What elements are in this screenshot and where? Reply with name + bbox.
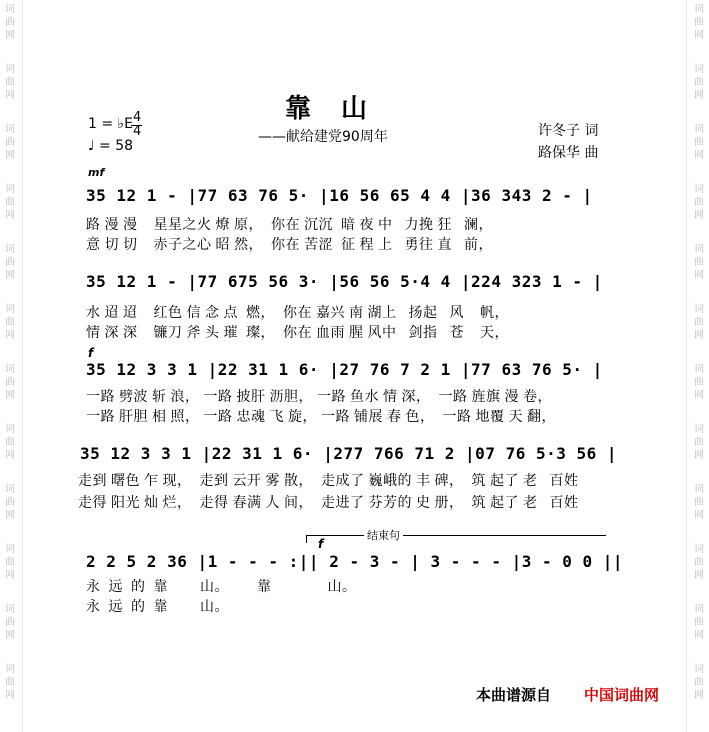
song-title: 靠 山 <box>285 94 370 124</box>
tempo-marking: ♩ = 58 <box>88 138 134 154</box>
system-2-notes: 35 12 1 - |77 675 56 3· |56 56 5·4 4 |224 323 1 - | <box>86 272 603 291</box>
watermark-char: 曲 <box>694 257 704 268</box>
ending-bracket-line <box>306 535 606 536</box>
watermark-char: 词 <box>694 124 704 135</box>
watermark-char: 网 <box>5 210 15 221</box>
watermark-char: 曲 <box>5 677 15 688</box>
system-4-lyric-verse-1: 走到 曙色 乍 现， 走到 云开 雾 散， 走成了 巍峨的 丰 碑， 筑 起了 老 百姓 <box>78 474 579 489</box>
dynamic-mf: mf <box>88 166 105 179</box>
song-subtitle: ——献给建党90周年 <box>258 129 388 145</box>
watermark-char: 曲 <box>5 617 15 628</box>
system-4-lyric-verse-2: 走得 阳光 灿 烂， 走得 春满 人 间， 走进了 芬芳的 史 册， 筑 起了 老 百姓 <box>78 496 579 511</box>
watermark-char: 词 <box>5 64 15 75</box>
watermark-char: 曲 <box>694 197 704 208</box>
watermark-char: 网 <box>5 30 15 41</box>
watermark-char: 词 <box>694 484 704 495</box>
watermark-char: 网 <box>694 510 704 521</box>
watermark-char: 网 <box>694 30 704 41</box>
watermark-char: 曲 <box>694 317 704 328</box>
watermark-char: 网 <box>694 690 704 701</box>
watermark-char: 词 <box>694 604 704 615</box>
system-3-lyric-verse-1: 一路 劈波 斩 浪， 一路 披肝 沥胆， 一路 鱼水 情 深， 一路 旌旗 漫 卷， <box>86 390 552 405</box>
system-4-notes: 35 12 3 3 1 |22 31 1 6· |277 766 71 2 |07 76 5·3 56 | <box>80 444 618 463</box>
page-edge-right <box>686 0 687 732</box>
system-5-notes: 2 2 5 2 36 |1 - - - :|| 2 - 3 - | 3 - - - |3 - 0 0 || <box>86 552 624 571</box>
watermark-char: 网 <box>694 150 704 161</box>
watermark-char: 网 <box>694 450 704 461</box>
system-2-lyric-verse-1: 水 迢 迢 红色 信 念 点 燃， 你在 嘉兴 南 湖上 扬起 风 帆， <box>86 306 509 321</box>
watermark-char: 曲 <box>5 437 15 448</box>
watermark-char: 曲 <box>694 677 704 688</box>
watermark-char: 词 <box>694 364 704 375</box>
system-1-notes: 35 12 1 - |77 63 76 5· |16 56 65 4 4 |36 343 2 - | <box>86 186 593 205</box>
system-1-lyric-verse-2: 意 切 切 赤子之心 昭 然， 你在 苦涩 征 程 上 勇往 直 前， <box>86 238 493 253</box>
watermark-char: 词 <box>5 664 15 675</box>
watermark-char: 曲 <box>5 137 15 148</box>
watermark-char: 曲 <box>5 77 15 88</box>
watermark-char: 网 <box>694 570 704 581</box>
watermark-char: 曲 <box>5 497 15 508</box>
watermark-char: 曲 <box>694 617 704 628</box>
watermark-char: 曲 <box>5 377 15 388</box>
ending-label: 结束句 <box>364 527 403 543</box>
watermark-char: 词 <box>694 424 704 435</box>
dynamic-forte-1: f <box>88 346 94 360</box>
watermark-char: 词 <box>5 4 15 15</box>
system-1-lyric-verse-1: 路 漫 漫 星星之火 燎 原， 你在 沉沉 暗 夜 中 力挽 狂 澜， <box>86 218 493 233</box>
watermark-char: 网 <box>5 630 15 641</box>
watermark-char: 词 <box>694 304 704 315</box>
watermark-char: 词 <box>5 124 15 135</box>
watermark-char: 词 <box>5 364 15 375</box>
watermark-char: 词 <box>694 544 704 555</box>
composer-credit: 路保华 曲 <box>538 145 599 161</box>
watermark-char: 网 <box>694 270 704 281</box>
watermark-char: 词 <box>5 184 15 195</box>
watermark-char: 词 <box>694 664 704 675</box>
page-edge-left <box>22 0 23 732</box>
watermark-char: 网 <box>694 630 704 641</box>
watermark-char: 曲 <box>694 137 704 148</box>
watermark-char: 曲 <box>5 257 15 268</box>
watermark-char: 网 <box>5 330 15 341</box>
watermark-char: 网 <box>5 90 15 101</box>
watermark-char: 词 <box>694 4 704 15</box>
watermark-char: 曲 <box>5 557 15 568</box>
watermark-char: 曲 <box>5 317 15 328</box>
watermark-char: 词 <box>694 184 704 195</box>
dynamic-forte-2: f <box>318 537 324 551</box>
system-3-notes: 35 12 3 3 1 |22 31 1 6· |27 76 7 2 1 |77 63 76 5· | <box>86 360 603 379</box>
system-5-lyric-verse-1: 永 远 的 靠 山。 靠 山。 <box>86 580 357 595</box>
watermark-char: 网 <box>5 570 15 581</box>
watermark-char: 网 <box>5 450 15 461</box>
watermark-char: 网 <box>5 270 15 281</box>
watermark-char: 词 <box>5 424 15 435</box>
watermark-char: 曲 <box>694 497 704 508</box>
watermark-char: 网 <box>694 390 704 401</box>
system-5-lyric-verse-2: 永 远 的 靠 山。 <box>86 600 229 615</box>
watermark-char: 曲 <box>694 557 704 568</box>
watermark-char: 词 <box>5 544 15 555</box>
ending-bracket-left <box>306 535 307 543</box>
watermark-char: 曲 <box>5 197 15 208</box>
lyricist-credit: 许冬子 词 <box>538 123 599 139</box>
watermark-char: 词 <box>694 244 704 255</box>
watermark-char: 曲 <box>5 17 15 28</box>
watermark-char: 词 <box>5 244 15 255</box>
watermark-char: 网 <box>5 510 15 521</box>
watermark-char: 网 <box>694 330 704 341</box>
watermark-char: 网 <box>5 150 15 161</box>
source-site-name[interactable]: 中国词曲网 <box>584 686 660 704</box>
system-2-lyric-verse-2: 情 深 深 镰刀 斧 头 璀 璨， 你在 血雨 腥 风中 剑指 苍 天， <box>86 326 509 341</box>
key-signature: 1 = ♭E <box>88 116 133 132</box>
watermark-char: 曲 <box>694 17 704 28</box>
time-signature-top: 4 <box>133 110 142 125</box>
watermark-char: 词 <box>5 604 15 615</box>
watermark-char: 网 <box>694 90 704 101</box>
watermark-char: 网 <box>5 690 15 701</box>
watermark-char: 曲 <box>694 437 704 448</box>
watermark-char: 网 <box>5 390 15 401</box>
watermark-char: 网 <box>694 210 704 221</box>
watermark-char: 词 <box>5 304 15 315</box>
system-3-lyric-verse-2: 一路 肝胆 相 照， 一路 忠魂 飞 旋， 一路 铺展 春 色， 一路 地覆 天 翻， <box>86 410 556 425</box>
watermark-char: 曲 <box>694 77 704 88</box>
time-signature-bottom: 4 <box>133 124 142 139</box>
watermark-char: 词 <box>5 484 15 495</box>
watermark-char: 词 <box>694 64 704 75</box>
source-label: 本曲谱源自 <box>476 686 552 704</box>
watermark-char: 曲 <box>694 377 704 388</box>
